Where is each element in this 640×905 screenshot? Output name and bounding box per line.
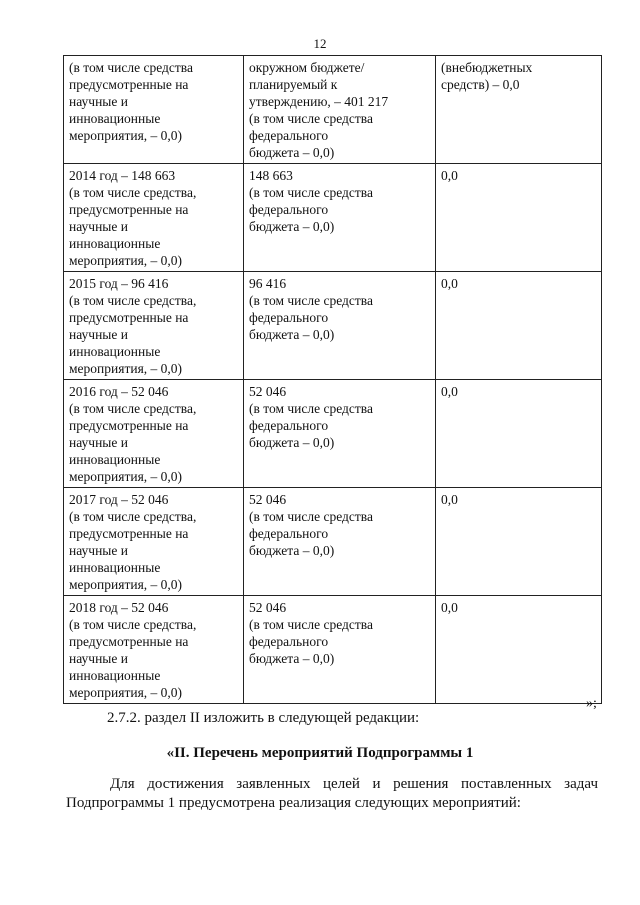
table-row xyxy=(64,488,602,596)
cell-line: 52 046 xyxy=(249,384,287,399)
cell-line: окружном бюджете/ xyxy=(249,60,365,75)
cell-extrabudgetary xyxy=(436,488,602,596)
cell-line: научные и xyxy=(69,327,128,342)
cell-line: 52 046 xyxy=(249,492,287,507)
cell-district-budget xyxy=(244,272,436,380)
cell-line: предусмотренные на xyxy=(69,77,189,92)
cell-extrabudgetary xyxy=(436,272,602,380)
cell-line: мероприятия, – 0,0) xyxy=(69,128,183,143)
page-number: 12 xyxy=(313,36,327,51)
cell-line: 2018 год – 52 046 xyxy=(69,600,169,615)
cell-line: научные и xyxy=(69,94,128,109)
cell-line: федерального xyxy=(249,418,329,433)
cell-line: инновационные xyxy=(69,668,161,683)
cell-line: 0,0 xyxy=(441,276,458,291)
cell-line: бюджета – 0,0) xyxy=(249,543,335,558)
amendment-instruction: 2.7.2. раздел II изложить в следующей редакции: xyxy=(107,710,420,726)
cell-line: 2014 год – 148 663 xyxy=(69,168,176,183)
cell-line: мероприятия, – 0,0) xyxy=(69,253,183,268)
body-paragraph xyxy=(66,775,598,813)
table-row xyxy=(64,596,602,704)
cell-line: бюджета – 0,0) xyxy=(249,651,335,666)
cell-total xyxy=(64,488,244,596)
table-row xyxy=(64,272,602,380)
cell-line: (в том числе средства, xyxy=(69,401,197,416)
paragraph-line: Подпрограммы 1 предусмотрена реализация следующих мероприятий: xyxy=(66,795,521,811)
cell-line: (в том числе средства xyxy=(69,60,193,75)
paragraph-line: Для достижения заявленных целей и решения поставленных задач xyxy=(110,776,598,792)
cell-line: 0,0 xyxy=(441,600,458,615)
cell-district-budget xyxy=(244,380,436,488)
cell-line: утверждению, – 401 217 xyxy=(249,94,389,109)
cell-line: предусмотренные на xyxy=(69,202,189,217)
cell-district-budget xyxy=(244,596,436,704)
cell-line: бюджета – 0,0) xyxy=(249,327,335,342)
cell-district-budget xyxy=(244,56,436,164)
cell-total xyxy=(64,596,244,704)
cell-line: научные и xyxy=(69,651,128,666)
cell-total xyxy=(64,380,244,488)
cell-line: средств) – 0,0 xyxy=(441,77,520,92)
cell-line: научные и xyxy=(69,435,128,450)
table-row xyxy=(64,56,602,164)
cell-line: 2015 год – 96 416 xyxy=(69,276,169,291)
cell-line: инновационные xyxy=(69,452,161,467)
cell-line: федерального xyxy=(249,526,329,541)
cell-line: 0,0 xyxy=(441,492,458,507)
table-row xyxy=(64,380,602,488)
cell-line: (внебюджетных xyxy=(441,60,533,75)
cell-line: (в том числе средства, xyxy=(69,509,197,524)
cell-extrabudgetary xyxy=(436,380,602,488)
cell-line: инновационные xyxy=(69,236,161,251)
cell-line: (в том числе средства xyxy=(249,293,373,308)
cell-line: (в том числе средства xyxy=(249,509,373,524)
cell-line: 52 046 xyxy=(249,600,287,615)
cell-line: мероприятия, – 0,0) xyxy=(69,469,183,484)
cell-line: инновационные xyxy=(69,111,161,126)
cell-line: научные и xyxy=(69,219,128,234)
cell-extrabudgetary xyxy=(436,56,602,164)
cell-extrabudgetary xyxy=(436,164,602,272)
cell-line: бюджета – 0,0) xyxy=(249,219,335,234)
cell-line: мероприятия, – 0,0) xyxy=(69,361,183,376)
cell-line: 0,0 xyxy=(441,168,458,183)
cell-line: научные и xyxy=(69,543,128,558)
cell-line: федерального xyxy=(249,128,329,143)
cell-line: предусмотренные на xyxy=(69,310,189,325)
cell-line: планируемый к xyxy=(249,77,338,92)
table-row xyxy=(64,164,602,272)
cell-line: (в том числе средства xyxy=(249,617,373,632)
cell-district-budget xyxy=(244,488,436,596)
cell-line: (в том числе средства xyxy=(249,111,373,126)
cell-total xyxy=(64,164,244,272)
cell-total xyxy=(64,56,244,164)
cell-line: федерального xyxy=(249,634,329,649)
cell-line: 0,0 xyxy=(441,384,458,399)
cell-line: (в том числе средства, xyxy=(69,617,197,632)
cell-line: 96 416 xyxy=(249,276,287,291)
section-heading: «II. Перечень мероприятий Подпрограммы 1 xyxy=(166,745,474,761)
funding-table xyxy=(63,55,602,704)
quote-close-mark: »; xyxy=(586,696,597,711)
cell-line: мероприятия, – 0,0) xyxy=(69,577,183,592)
cell-line: (в том числе средства, xyxy=(69,293,197,308)
cell-line: (в том числе средства xyxy=(249,185,373,200)
cell-line: предусмотренные на xyxy=(69,418,189,433)
cell-line: бюджета – 0,0) xyxy=(249,435,335,450)
cell-extrabudgetary xyxy=(436,596,602,704)
cell-line: инновационные xyxy=(69,344,161,359)
cell-total xyxy=(64,272,244,380)
cell-line: инновационные xyxy=(69,560,161,575)
cell-line: мероприятия, – 0,0) xyxy=(69,685,183,700)
cell-line: 2017 год – 52 046 xyxy=(69,492,169,507)
cell-district-budget xyxy=(244,164,436,272)
cell-line: 2016 год – 52 046 xyxy=(69,384,169,399)
cell-line: предусмотренные на xyxy=(69,526,189,541)
cell-line: федерального xyxy=(249,202,329,217)
cell-line: предусмотренные на xyxy=(69,634,189,649)
cell-line: (в том числе средства, xyxy=(69,185,197,200)
cell-line: (в том числе средства xyxy=(249,401,373,416)
cell-line: бюджета – 0,0) xyxy=(249,145,335,160)
cell-line: федерального xyxy=(249,310,329,325)
cell-line: 148 663 xyxy=(249,168,293,183)
